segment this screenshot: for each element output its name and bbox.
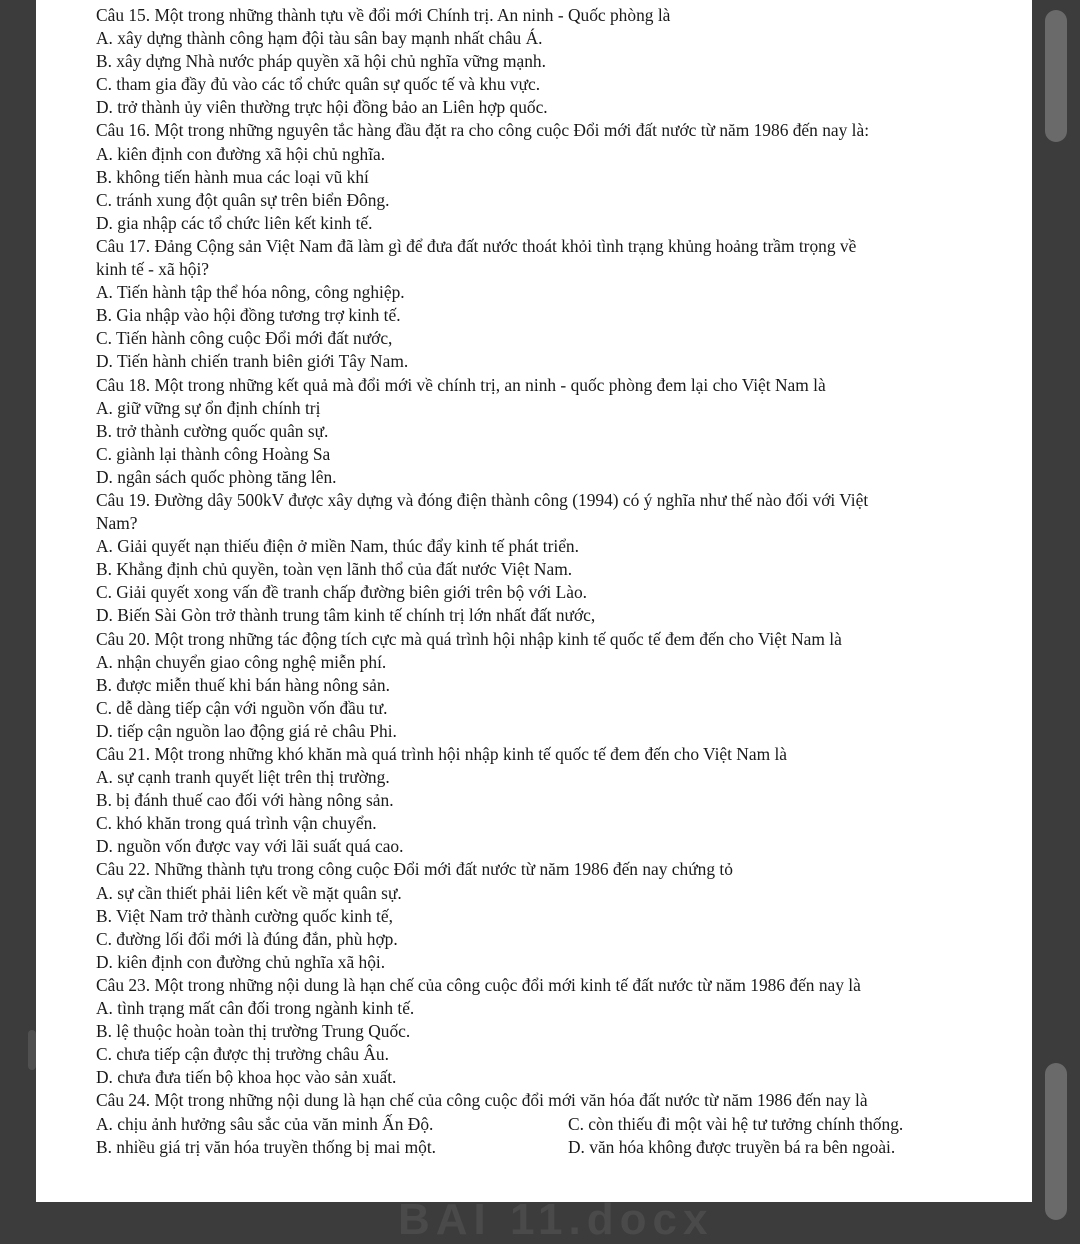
- answer-line: C. giành lại thành công Hoàng Sa: [96, 443, 331, 464]
- answer-line: C. khó khăn trong quá trình vận chuyển.: [96, 813, 377, 834]
- answer-line: D. ngân sách quốc phòng tăng lên.: [96, 466, 337, 487]
- answer-line: A. tình trạng mất cân đối trong ngành kinh tế.: [96, 998, 415, 1019]
- question-line: Câu 19. Đường dây 500kV được xây dựng và đóng điện thành công (1994) có ý nghĩa như thế nào đối với Việt: [96, 489, 869, 510]
- answer-line: C. Giải quyết xong vấn đề tranh chấp đường biên giới trên bộ với Lào.: [96, 582, 587, 603]
- answer-line: C. đường lối đổi mới là đúng đắn, phù hợp.: [96, 928, 398, 949]
- answer-line: B. Việt Nam trở thành cường quốc kinh tế,: [96, 905, 393, 926]
- answer-row-two-column: [96, 1136, 1026, 1159]
- answer-line: B. nhiều giá trị văn hóa truyền thống bị mai một.: [96, 1136, 437, 1157]
- answer-line: C. tránh xung đột quân sự trên biển Đông.: [96, 189, 390, 210]
- question-line: Câu 20. Một trong những tác động tích cực mà quá trình hội nhập kinh tế quốc tế đem đến cho Việt Nam là: [96, 628, 842, 649]
- answer-line: D. tiếp cận nguồn lao động giá rẻ châu Phi.: [96, 720, 397, 741]
- question-line: Câu 18. Một trong những kết quả mà đổi mới về chính trị, an ninh - quốc phòng đem lại cho Việt Nam là: [96, 374, 826, 395]
- answer-line: D. văn hóa không được truyền bá ra bên ngoài.: [568, 1136, 896, 1157]
- answer-line: A. sự cạnh tranh quyết liệt trên thị trường.: [96, 767, 390, 788]
- page-edge-handle: [28, 1030, 36, 1070]
- answer-line: D. chưa đưa tiến bộ khoa học vào sản xuất.: [96, 1067, 397, 1088]
- answer-row-two-column: [96, 1113, 1026, 1136]
- answer-line: B. Khẳng định chủ quyền, toàn vẹn lãnh thổ của đất nước Việt Nam.: [96, 559, 573, 580]
- answer-line: A. nhận chuyển giao công nghệ miễn phí.: [96, 651, 387, 672]
- answer-line: D. gia nhập các tổ chức liên kết kinh tế.: [96, 212, 373, 233]
- answer-line: D. trở thành ủy viên thường trực hội đồng bảo an Liên hợp quốc.: [96, 97, 548, 118]
- answer-line: D. Tiến hành chiến tranh biên giới Tây Nam.: [96, 351, 409, 372]
- question-line: Câu 22. Những thành tựu trong công cuộc Đổi mới đất nước từ năm 1986 đến nay chứng tỏ: [96, 859, 733, 880]
- document-text: [96, 4, 1026, 1159]
- answer-line: D. Biến Sài Gòn trở thành trung tâm kinh tế chính trị lớn nhất đất nước,: [96, 605, 596, 626]
- question-line: Câu 16. Một trong những nguyên tắc hàng đầu đặt ra cho công cuộc Đổi mới đất nước từ năm 1986 đến nay là:: [96, 120, 870, 141]
- filename-label: BAI 11.docx: [398, 1195, 714, 1244]
- answer-line: B. trở thành cường quốc quân sự.: [96, 420, 329, 441]
- question-line: Câu 17. Đảng Cộng sản Việt Nam đã làm gì để đưa đất nước thoát khỏi tình trạng khủng hoảng trầm trọng về: [96, 235, 857, 256]
- answer-line: A. kiên định con đường xã hội chủ nghĩa.: [96, 143, 386, 164]
- answer-line: A. xây dựng thành công hạm đội tàu sân bay mạnh nhất châu Á.: [96, 28, 543, 49]
- answer-line: C. còn thiếu đi một vài hệ tư tưởng chính thống.: [568, 1113, 904, 1134]
- answer-line: C. dễ dàng tiếp cận với nguồn vốn đầu tư.: [96, 697, 388, 718]
- answer-line: B. bị đánh thuế cao đối với hàng nông sản.: [96, 790, 394, 811]
- answer-line: A. sự cần thiết phải liên kết về mặt quân sự.: [96, 882, 402, 903]
- answer-line: B. lệ thuộc hoàn toàn thị trường Trung Quốc.: [96, 1021, 411, 1042]
- answer-line: A. chịu ảnh hưởng sâu sắc của văn minh Ấn Độ.: [96, 1113, 434, 1134]
- answer-line: kinh tế - xã hội?: [96, 259, 210, 280]
- question-line: Câu 23. Một trong những nội dung là hạn chế của công cuộc đổi mới kinh tế đất nước từ năm 1986 đến nay là: [96, 974, 861, 995]
- answer-line: B. không tiến hành mua các loại vũ khí: [96, 166, 369, 187]
- answer-line: A. Tiến hành tập thể hóa nông, công nghiệp.: [96, 282, 405, 303]
- answer-line: B. Gia nhập vào hội đồng tương trợ kinh tế.: [96, 305, 401, 326]
- answer-line: D. nguồn vốn được vay với lãi suất quá cao.: [96, 836, 404, 857]
- answer-line: B. được miễn thuế khi bán hàng nông sản.: [96, 674, 390, 695]
- question-line: Câu 24. Một trong những nội dung là hạn chế của công cuộc đổi mới văn hóa đất nước từ năm 1986 đến nay là: [96, 1090, 868, 1111]
- answer-line: A. Giải quyết nạn thiếu điện ở miền Nam, thúc đẩy kinh tế phát triển.: [96, 536, 579, 557]
- answer-line: C. tham gia đầy đủ vào các tổ chức quân sự quốc tế và khu vực.: [96, 74, 541, 95]
- question-line: Câu 21. Một trong những khó khăn mà quá trình hội nhập kinh tế quốc tế đem đến cho Việt Nam là: [96, 744, 787, 764]
- scrollbar-thumb-bottom[interactable]: [1045, 1063, 1067, 1220]
- document-page: [36, 0, 1032, 1202]
- answer-line: B. xây dựng Nhà nước pháp quyền xã hội chủ nghĩa vững mạnh.: [96, 51, 546, 72]
- answer-line: C. chưa tiếp cận được thị trường châu Âu.: [96, 1044, 389, 1065]
- answer-line: D. kiên định con đường chủ nghĩa xã hội.: [96, 951, 386, 972]
- answer-line: A. giữ vững sự ổn định chính trị: [96, 397, 321, 418]
- answer-line: Nam?: [96, 513, 138, 534]
- answer-line: C. Tiến hành công cuộc Đổi mới đất nước,: [96, 328, 393, 349]
- scrollbar-thumb-top[interactable]: [1045, 10, 1067, 142]
- question-line: Câu 15. Một trong những thành tựu về đổi mới Chính trị. An ninh - Quốc phòng là: [96, 5, 671, 25]
